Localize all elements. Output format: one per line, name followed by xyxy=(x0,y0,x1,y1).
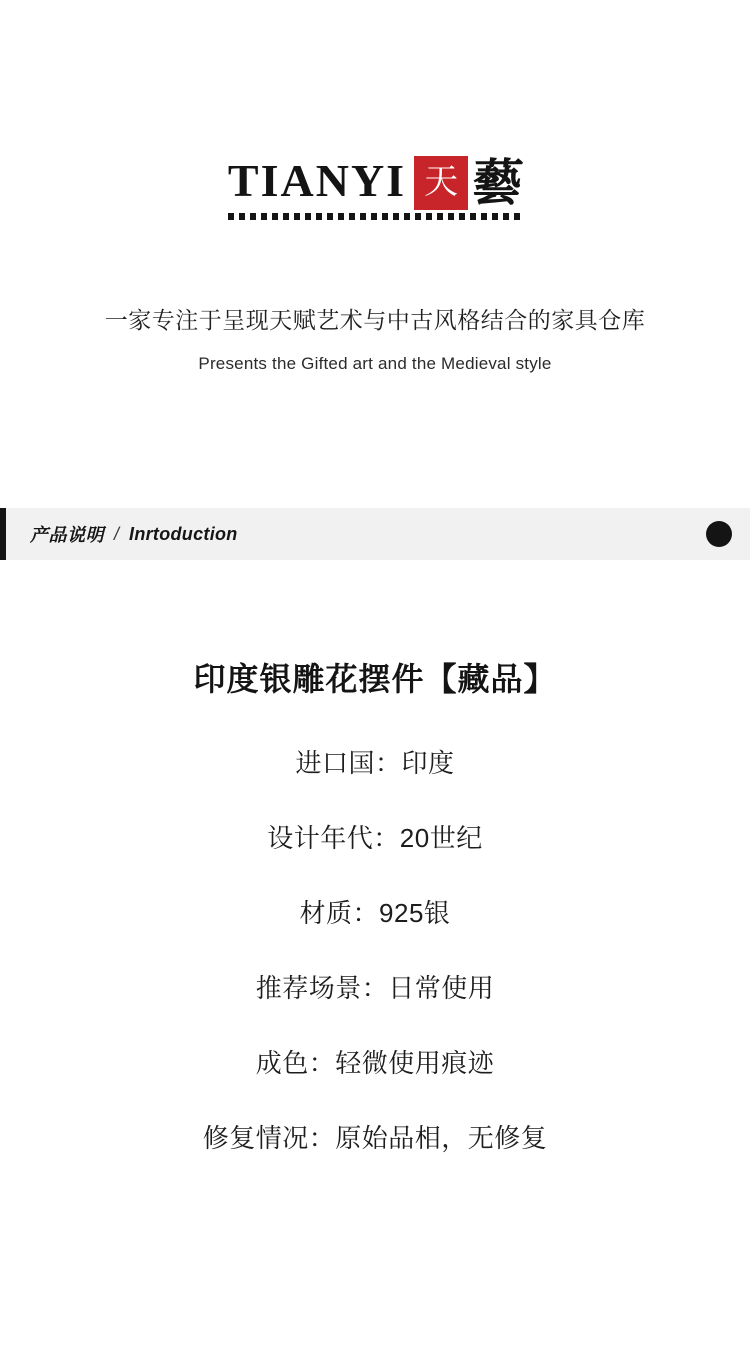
section-label-english: Inrtoduction xyxy=(129,523,238,544)
section-header-introduction xyxy=(0,508,750,560)
product-title: 印度银雕花摆件【藏品】 xyxy=(193,661,557,697)
logo-dashed-rule xyxy=(228,213,522,220)
spec-item: 进口国：印度 xyxy=(295,748,455,778)
logo-stamp-icon: 天 xyxy=(414,156,468,210)
spec-item: 材质：925银 xyxy=(299,898,451,929)
spec-item: 成色：轻微使用痕迹 xyxy=(255,1048,495,1079)
logo-chinese-character: 藝 xyxy=(469,155,526,211)
bullet-dot-icon xyxy=(706,521,732,547)
section-label-chinese: 产品说明 xyxy=(30,525,104,545)
tagline-block xyxy=(0,304,750,374)
spec-item: 推荐场景：日常使用 xyxy=(255,973,495,1004)
tagline-chinese: 一家专注于呈现天赋艺术与中古风格结合的家具仓库 xyxy=(104,307,646,333)
spec-item: 设计年代：20世纪 xyxy=(267,823,483,854)
spec-item: 修复情况：原始品相，无修复 xyxy=(202,1123,548,1154)
product-info xyxy=(0,560,750,1157)
product-spec-list xyxy=(0,746,750,1157)
logo-wordmark: TIANYI xyxy=(227,155,407,206)
section-separator: / xyxy=(114,523,120,544)
tagline-english: Presents the Gifted art and the Medieval style xyxy=(198,354,552,374)
tianyi-logo xyxy=(227,140,526,226)
brand-header xyxy=(0,0,750,226)
